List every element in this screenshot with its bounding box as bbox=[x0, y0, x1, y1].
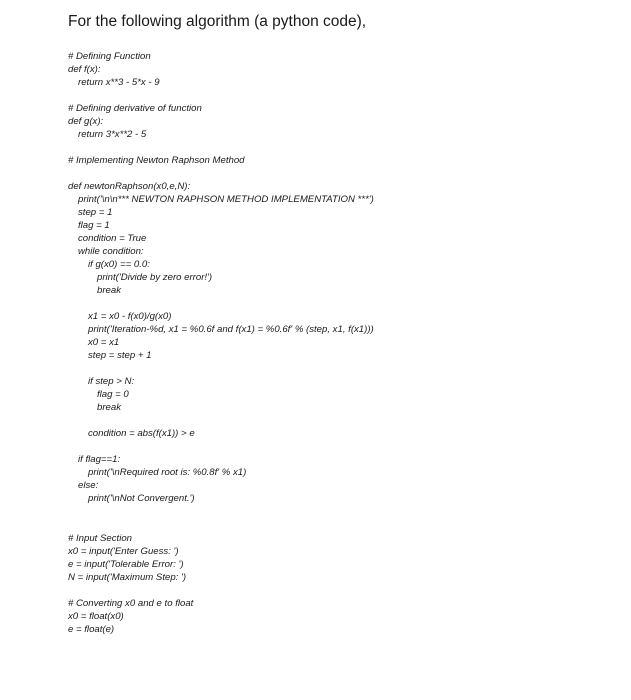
code-line: if step > N: bbox=[88, 376, 135, 387]
code-line: x0 = x1 bbox=[88, 337, 120, 348]
code-line: e = float(e) bbox=[68, 624, 115, 635]
code-line: # Defining derivative of function bbox=[68, 103, 202, 114]
code-line: x1 = x0 - f(x0)/g(x0) bbox=[88, 311, 172, 322]
code-line: return 3*x**2 - 5 bbox=[78, 129, 147, 140]
code-line: print('\nNot Convergent.') bbox=[88, 493, 195, 504]
code-line: condition = True bbox=[78, 233, 147, 244]
code-line: flag = 1 bbox=[78, 220, 110, 231]
code-line: def g(x): bbox=[68, 116, 104, 127]
page-heading: For the following algorithm (a python code), bbox=[68, 13, 367, 30]
code-line: # Converting x0 and e to float bbox=[68, 598, 194, 609]
code-line: def newtonRaphson(x0,e,N): bbox=[68, 181, 191, 192]
code-line: x0 = input('Enter Guess: ') bbox=[68, 546, 179, 557]
code-line: break bbox=[97, 402, 121, 413]
code-line: step = step + 1 bbox=[88, 350, 152, 361]
code-line: # Implementing Newton Raphson Method bbox=[68, 155, 245, 166]
code-line: break bbox=[97, 285, 121, 296]
code-line: # Defining Function bbox=[68, 51, 151, 62]
code-line: if flag==1: bbox=[78, 454, 121, 465]
code-line: e = input('Tolerable Error: ') bbox=[68, 559, 184, 570]
code-line: N = input('Maximum Step: ') bbox=[68, 572, 187, 583]
code-line: x0 = float(x0) bbox=[68, 611, 124, 622]
code-line: print('Divide by zero error!') bbox=[97, 272, 213, 283]
code-line: print('\n\n*** NEWTON RAPHSON METHOD IMPLEMENTATION ***') bbox=[78, 194, 374, 205]
code-line: return x**3 - 5*x - 9 bbox=[78, 77, 160, 88]
code-line: print('\nRequired root is: %0.8f' % x1) bbox=[88, 467, 247, 478]
code-line: print('Iteration-%d, x1 = %0.6f and f(x1) = %0.6f' % (step, x1, f(x1))) bbox=[88, 324, 374, 335]
code-line: flag = 0 bbox=[97, 389, 129, 400]
code-line: while condition: bbox=[78, 246, 144, 257]
code-line: if g(x0) == 0.0: bbox=[88, 259, 150, 270]
code-line: def f(x): bbox=[68, 64, 101, 75]
code-line: condition = abs(f(x1)) > e bbox=[88, 428, 195, 439]
code-line: # Input Section bbox=[68, 533, 133, 544]
code-line: step = 1 bbox=[78, 207, 113, 218]
code-line: else: bbox=[78, 480, 99, 491]
